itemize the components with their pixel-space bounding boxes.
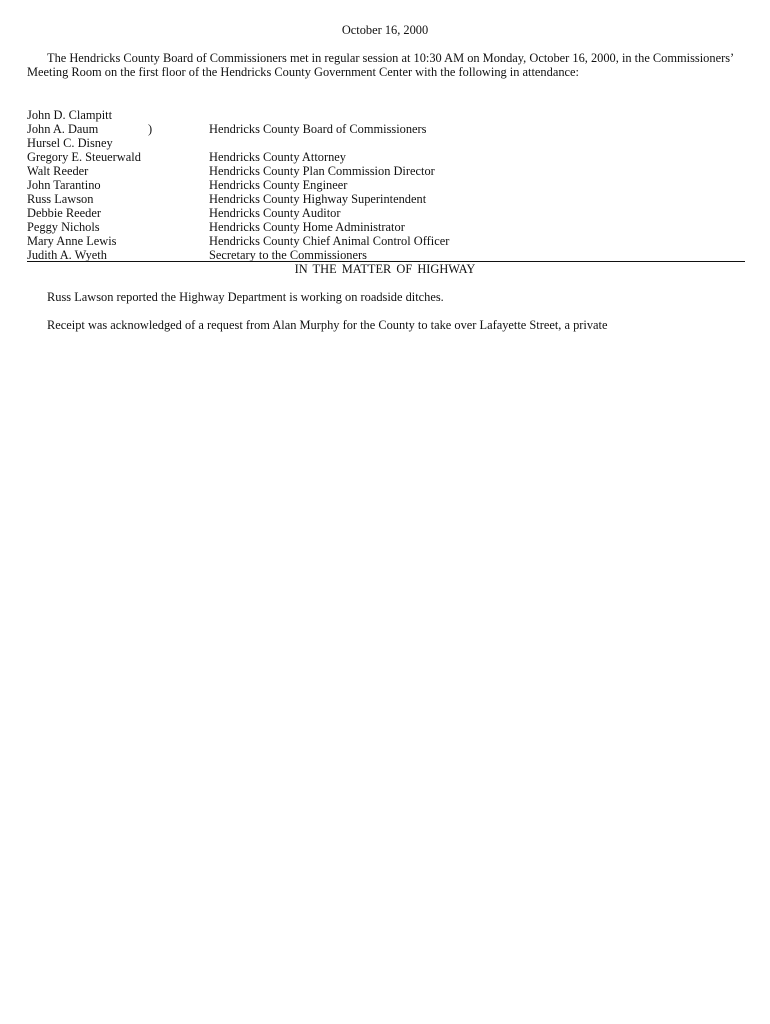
attendee-name: Walt Reeder xyxy=(27,164,89,178)
attendance-row xyxy=(27,136,745,150)
attendee-title: Hendricks County Home Administrator xyxy=(209,220,405,234)
intro-paragraph: The Hendricks County Board of Commissioners met in regular session at 10:30 AM on Monday, October 16, 2000, in the Commissioners’ Meeting Room on the first floor of the Hendricks County Government Center with the following in attendance: xyxy=(27,51,734,79)
attendance-row xyxy=(27,108,745,122)
attendee-title: Hendricks County Attorney xyxy=(209,150,346,164)
attendee-name: Judith A. Wyeth xyxy=(27,248,107,262)
attendance-row xyxy=(27,150,745,164)
attendee-name: John D. Clampitt xyxy=(27,108,113,122)
document-date: October 16, 2000 xyxy=(341,23,429,37)
attendance-row xyxy=(27,206,745,220)
attendee-name: Hursel C. Disney xyxy=(27,136,113,150)
attendee-title: Hendricks County Auditor xyxy=(209,206,341,220)
attendance-list xyxy=(27,108,745,262)
attendee-name: Debbie Reeder xyxy=(27,206,101,220)
attendance-row xyxy=(27,234,745,248)
attendance-row xyxy=(27,192,745,206)
attendee-name: Gregory E. Steuerwald xyxy=(27,150,141,164)
attendance-row xyxy=(27,164,745,178)
attendee-name: John Tarantino xyxy=(27,178,101,192)
attendee-title: Hendricks County Engineer xyxy=(209,178,348,192)
attendee-name: Peggy Nichols xyxy=(27,220,100,234)
body-paragraph: Receipt was acknowledged of a request from Alan Murphy for the County to take over Lafayette Street, a private xyxy=(47,318,608,332)
attendee-title: Hendricks County Board of Commissioners xyxy=(209,122,427,136)
attendance-row xyxy=(27,178,745,192)
attendee-name: John A. Daum xyxy=(27,122,99,136)
attendee-name: Mary Anne Lewis xyxy=(27,234,117,248)
attendee-title: Secretary to the Commissioners xyxy=(209,248,367,262)
attendance-row xyxy=(27,122,745,136)
attendee-title: Hendricks County Chief Animal Control Officer xyxy=(209,234,450,248)
section-heading: IN THE MATTER OF HIGHWAY xyxy=(294,262,476,276)
attendance-row xyxy=(27,248,745,262)
attendee-title: Hendricks County Plan Commission Director xyxy=(209,164,435,178)
attendance-row xyxy=(27,220,745,234)
attendee-name: Russ Lawson xyxy=(27,192,94,206)
bracket-mark: ) xyxy=(148,122,153,136)
attendee-title: Hendricks County Highway Superintendent xyxy=(209,192,427,206)
body-paragraph: Russ Lawson reported the Highway Department is working on roadside ditches. xyxy=(47,290,444,304)
